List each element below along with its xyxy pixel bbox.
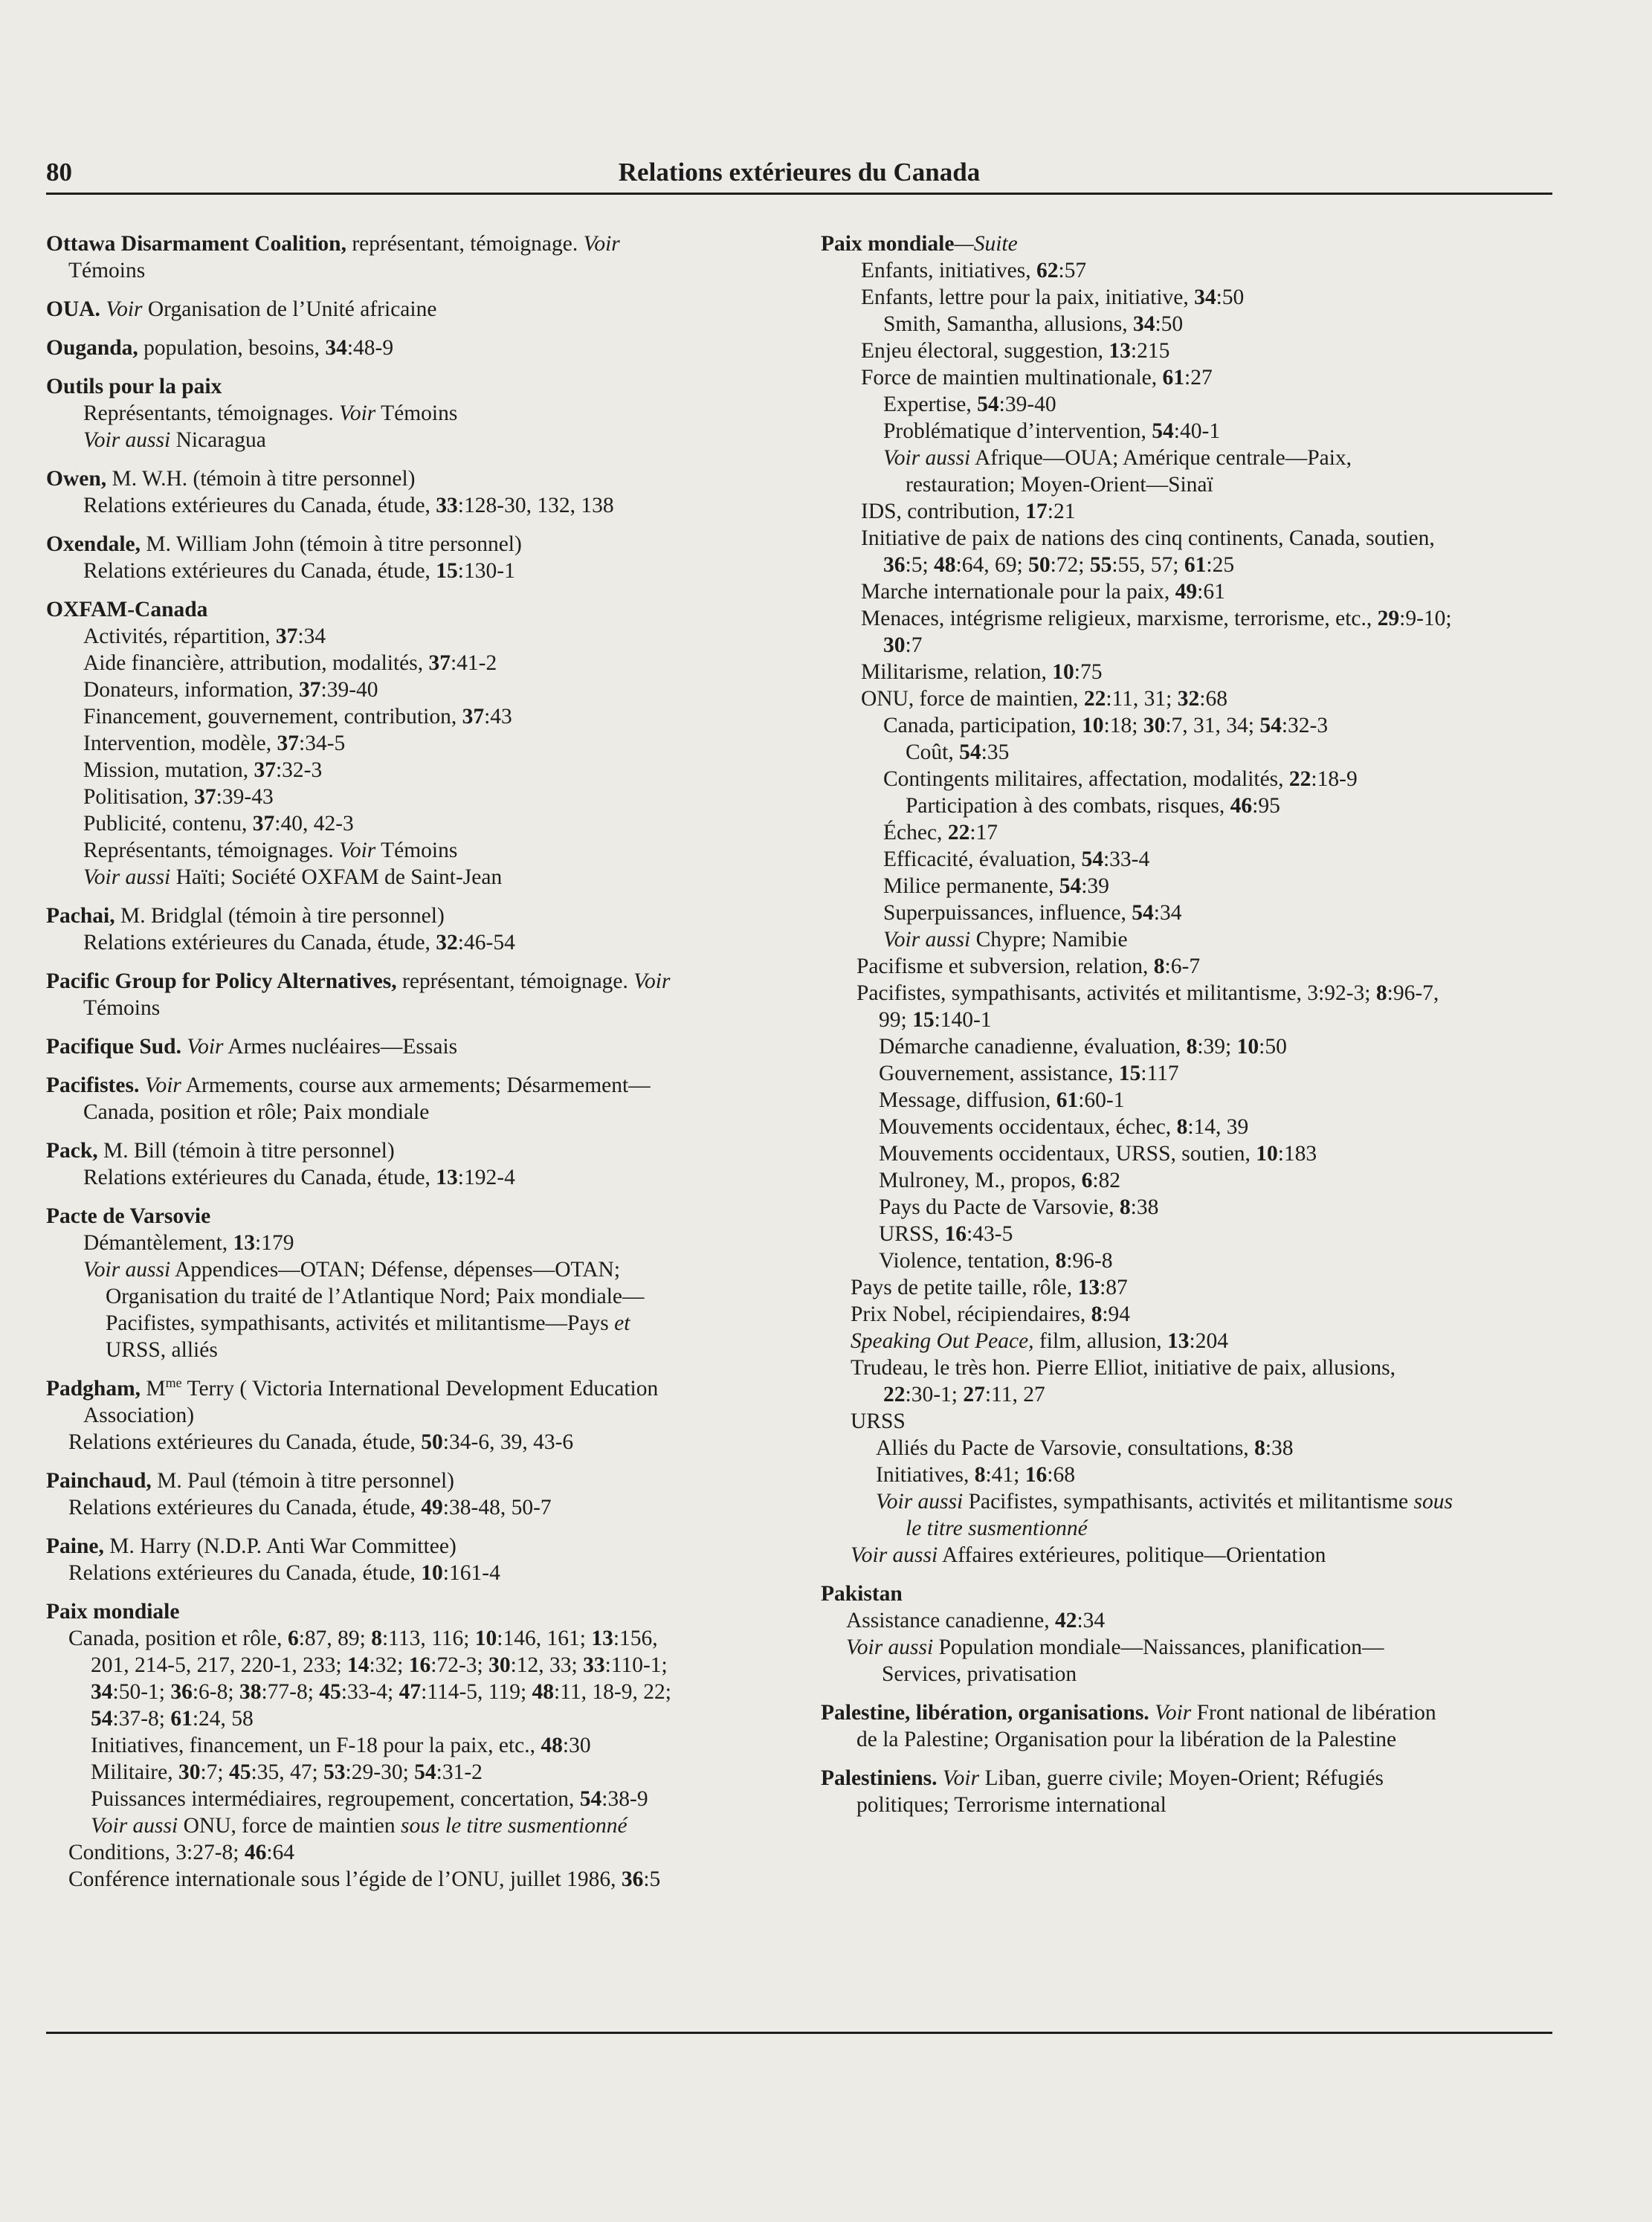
- index-entry-palestiniens: Palestiniens. Voir Liban, guerre civile; Moyen-Orient; Réfugiés politiques; Terrorisme international: [821, 1766, 1384, 1817]
- index-entry-oxendale: Oxendale, M. William John (témoin à titre personnel) Relations extérieures du Canada, étude, 15:130-1: [46, 532, 522, 583]
- index-entry-paix-mondiale: Paix mondiale Canada, position et rôle, 6:87, 89; 8:113, 116; 10:146, 161; 13:156, 201, 214-5, 217, 220-1, 233; 14:32; 16:72-3; 30:12, 33; 33:110-1; 34:50-1; 36:6-8; 38:77-8; 45:33-4; 47:114-5, 119; 48:11, 18-9, 22; 54:37-8; 61:24, 58 Initiatives, financement, un F-18 pour la paix, etc., 48:30 Militaire, 30:7; 45:35, 47; 53:29-30; 54:31-2 Puissances intermédiaires, regroupement, concertation, 54:38-9 Voir aussi ONU, force de maintien sous le titre susmentionné Conditions, 3:27-8; 46:64 Conférence internationale sous l’égide de l’ONU, juillet 1986, 36:5: [46, 1600, 671, 1891]
- index-entry-palestine: Palestine, libération, organisations. Voir Front national de libération de la Palestine; Organisation pour la libération de la Palestine: [821, 1701, 1436, 1751]
- index-column-right: [821, 230, 1552, 1830]
- index-entry-padgham: Padgham, $M^{me}$ Terry ( Victoria International Development Education Association) Relations extérieures du Canada, étude, 50:34-6, 39, 43-6: [46, 1375, 659, 1454]
- index-column-left: [46, 230, 806, 1905]
- index-entry-pacifique-sud: Pacifique Sud. Voir Armes nucléaires—Essais: [46, 1035, 458, 1059]
- index-entry-pachai: Pachai, M. Bridglal (témoin à tire personnel) Relations extérieures du Canada, étude, 32:46-54: [46, 904, 515, 955]
- running-title: Relations extérieures du Canada: [618, 158, 981, 187]
- index-entry-pakistan: Pakistan Assistance canadienne, 42:34 Voir aussi Population mondiale—Naissances, planification— Services, privatisation: [821, 1582, 1384, 1686]
- page-number: 80: [46, 158, 72, 187]
- index-entry-owen: Owen, M. W.H. (témoin à titre personnel) Relations extérieures du Canada, étude, 33:128-30, 132, 138: [46, 467, 614, 517]
- index-entry-paix-mondiale-suite: Paix mondiale—Suite Enfants, initiatives, 62:57 Enfants, lettre pour la paix, initiative, 34:50 Smith, Samantha, allusions, 34:50 Enjeu électoral, suggestion, 13:215 Force de maintien multinationale, 61:27 Expertise, 54:39-40 Problématique d’intervention, 54:40-1 Voir aussi Afrique—OUA; Amérique centrale—Paix, restauration; Moyen-Orient—Sinaï IDS, contribution, 17:21 Initiative de paix de nations des cinq continents, Canada, soutien, 36:5; 48:64, 69; 50:72; 55:55, 57; 61:25 Marche internationale pour la paix, 49:61 Menaces, intégrisme religieux, marxisme, terrorisme, etc., 29:9-10; 30:7 Militarisme, relation, 10:75 ONU, force de maintien, 22:11, 31; 32:68 Canada, participation, 10:18; 30:7, 31, 34; 54:32-3 Coût, 54:35 Contingents militaires, affectation, modalités, 22:18-9 Participation à des combats, risques, 46:95 Échec, 22:17 Efficacité, évaluation, 54:33-4 Milice permanente, 54:39 Superpuissances, influence, 54:34 Voir aussi Chypre; Namibie Pacifisme et subversion, relation, 8:6-7 Pacifistes, sympathisants, activités et militantisme, 3:92-3; 8:96-7, 99; 15:140-1 Démarche canadienne, évaluation, 8:39; 10:50 Gouvernement, assistance, 15:117 Message, diffusion, 61:60-1 Mouvements occidentaux, échec, 8:14, 39 Mouvements occidentaux, URSS, soutien, 10:183 Mulroney, M., propos, 6:82 Pays du Pacte de Varsovie, 8:38 URSS, 16:43-5 Violence, tentation, 8:96-8 Pays de petite taille, rôle, 13:87 Prix Nobel, récipiendaires, 8:94 Speaking Out Peace, film, allusion, 13:204 Trudeau, le très hon. Pierre Elliot, initiative de paix, allusions, 22:30-1; 27:11, 27 URSS Alliés du Pacte de Varsovie, consultations, 8:38 Initiatives, 8:41; 16:68 Voir aussi Pacifistes, sympathisants, activités et militantisme sous le titre susmentionné Voir aussi Affaires extérieures, politique—Orientation: [821, 232, 1453, 1567]
- index-entry-ottawa: Ottawa Disarmament Coalition, représentant, témoignage. Voir Témoins: [46, 232, 620, 282]
- index-entry-painchaud: Painchaud, M. Paul (témoin à titre personnel) Relations extérieures du Canada, étude, 49:38-48, 50-7: [46, 1469, 552, 1519]
- page-header: [46, 158, 1552, 195]
- index-entry-outils: Outils pour la paix Représentants, témoignages. Voir Témoins Voir aussi Nicaragua: [46, 375, 458, 452]
- header-rule: [46, 193, 1552, 195]
- index-entry-oxfam: OXFAM-Canada Activités, répartition, 37:34 Aide financière, attribution, modalités, 37:41-2 Donateurs, information, 37:39-40 Financement, gouvernement, contribution, 37:43 Intervention, modèle, 37:34-5 Mission, mutation, 37:32-3 Politisation, 37:39-43 Publicité, contenu, 37:40, 42-3 Représentants, témoignages. Voir Témoins Voir aussi Haïti; Société OXFAM de Saint-Jean: [46, 598, 512, 889]
- footer-rule: [46, 2032, 1552, 2034]
- index-entry-pack: Pack, M. Bill (témoin à titre personnel) Relations extérieures du Canada, étude, 13:192-4: [46, 1139, 515, 1189]
- index-entry-ouganda: Ouganda, population, besoins, 34:48-9: [46, 336, 394, 360]
- index-entry-paine: Paine, M. Harry (N.D.P. Anti War Committee) Relations extérieures du Canada, étude, 10:161-4: [46, 1534, 500, 1585]
- index-entry-pacte-varsovie: Pacte de Varsovie Démantèlement, 13:179 Voir aussi Appendices—OTAN; Défense, dépenses—OTAN; Organisation du traité de l’Atlantique Nord; Paix mondiale— Pacifistes, sympathisants, activités et militantisme—Pays et URSS, alliés: [46, 1204, 645, 1362]
- index-entry-pacifistes: Pacifistes. Voir Armements, course aux armements; Désarmement— Canada, position et rôle; Paix mondiale: [46, 1073, 651, 1124]
- index-entry-pacific-group: Pacific Group for Policy Alternatives, représentant, témoignage. Voir Témoins: [46, 969, 671, 1020]
- index-entry-oua: OUA. Voir Organisation de l’Unité africaine: [46, 297, 437, 321]
